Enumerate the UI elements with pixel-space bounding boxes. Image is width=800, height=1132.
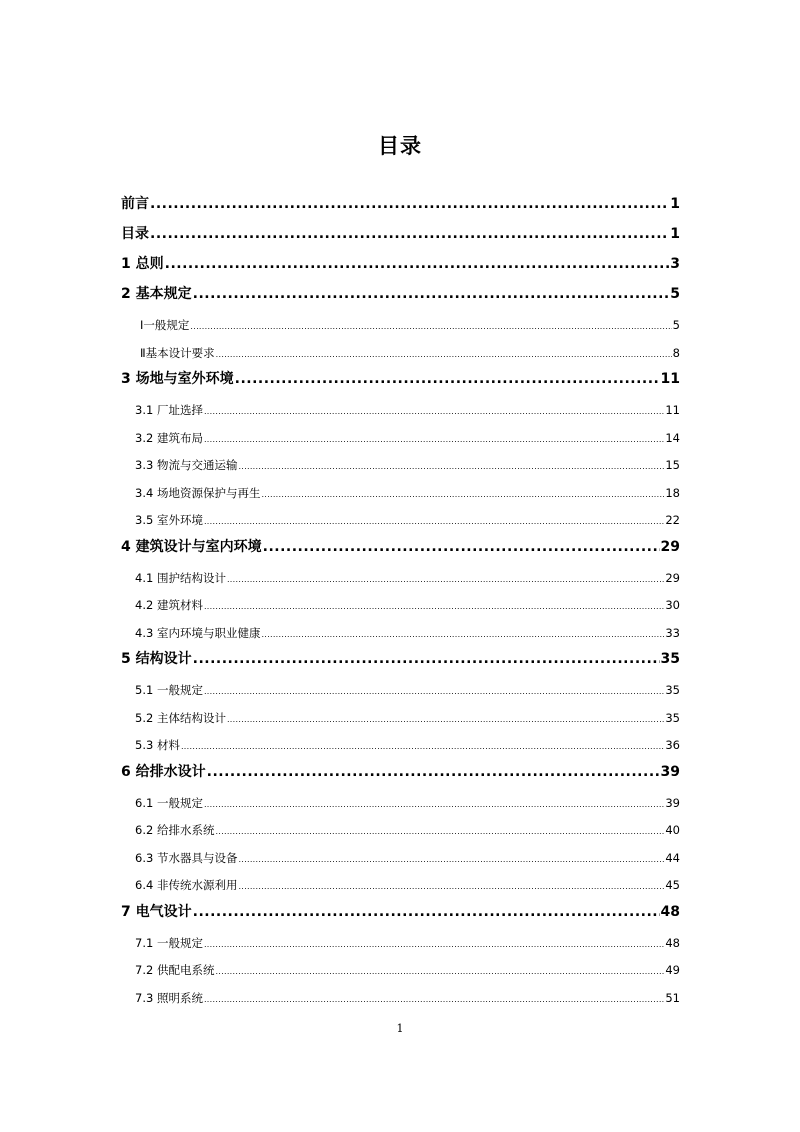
toc-entry-label: 5.2 主体结构设计: [135, 710, 226, 725]
toc-page-number: 51: [665, 990, 680, 1005]
toc-entry-label: 4 建筑设计与室内环境: [121, 538, 262, 555]
toc-dot-leader: [204, 677, 664, 705]
toc-section-entry[interactable]: [121, 677, 680, 705]
toc-section-entry[interactable]: [121, 705, 680, 733]
table-of-contents: [121, 192, 680, 1012]
toc-page-number: 33: [665, 625, 680, 640]
toc-dot-leader: [204, 930, 664, 958]
toc-section-entry[interactable]: [121, 507, 680, 535]
toc-page-number: 35: [665, 683, 680, 697]
toc-dot-leader: [204, 592, 664, 620]
toc-entry-label: 4.1 围护结构设计: [135, 570, 226, 585]
toc-entry-label: 5.3 材料: [135, 738, 180, 752]
toc-entry-label: Ⅰ一般规定: [140, 318, 190, 332]
toc-entry-label: 2 基本规定: [121, 286, 192, 302]
toc-page-number: 1: [670, 196, 680, 212]
toc-page-number: 22: [665, 513, 680, 527]
toc-entry-label: 6.4 非传统水源利用: [135, 878, 238, 892]
toc-dot-leader: [235, 367, 660, 391]
toc-dot-leader: [204, 397, 664, 425]
toc-page-number: 40: [665, 823, 680, 837]
toc-section-entry[interactable]: [121, 452, 680, 480]
toc-chapter-entry[interactable]: [121, 900, 680, 930]
toc-entry-label: 3.1 厂址选择: [135, 403, 203, 417]
toc-page-number: 5: [670, 286, 680, 302]
toc-entry-label: 前言: [121, 196, 149, 212]
toc-title: 目录: [378, 134, 422, 158]
toc-dot-leader: [227, 565, 664, 593]
toc-entry-label: 4.2 建筑材料: [135, 598, 203, 612]
toc-entry-label: Ⅱ基本设计要求: [140, 345, 215, 360]
toc-entry-label: 5 结构设计: [121, 651, 192, 667]
toc-page-number: 29: [665, 570, 680, 585]
toc-chapter-entry[interactable]: [121, 192, 680, 222]
toc-page-number: 5: [672, 318, 680, 332]
toc-dot-leader: [150, 192, 669, 216]
toc-dot-leader: [207, 760, 660, 784]
toc-page-number: 11: [665, 403, 680, 417]
toc-page-number: 48: [660, 903, 680, 920]
toc-dot-leader: [263, 535, 660, 559]
toc-section-entry[interactable]: [121, 480, 680, 508]
toc-chapter-entry[interactable]: [121, 535, 680, 565]
toc-page-number: 39: [665, 795, 680, 810]
toc-chapter-entry[interactable]: [121, 647, 680, 677]
toc-entry-label: 6 给排水设计: [121, 763, 206, 780]
toc-section-entry[interactable]: [121, 565, 680, 593]
toc-page-number: 3: [670, 256, 680, 272]
toc-entry-label: 3.5 室外环境: [135, 513, 203, 527]
toc-chapter-entry[interactable]: [121, 760, 680, 790]
toc-dot-leader: [204, 507, 664, 535]
toc-section-entry[interactable]: [121, 957, 680, 985]
toc-page-number: 36: [665, 738, 680, 752]
toc-dot-leader: [216, 340, 672, 368]
toc-section-entry[interactable]: [121, 592, 680, 620]
toc-dot-leader: [215, 957, 664, 985]
toc-page-number: 11: [660, 371, 680, 387]
toc-page-number: 48: [665, 935, 680, 950]
toc-chapter-entry[interactable]: [121, 367, 680, 397]
toc-entry-label: 5.1 一般规定: [135, 683, 203, 697]
toc-page-number: 8: [672, 345, 680, 360]
toc-page-number: 49: [665, 963, 680, 977]
toc-chapter-entry[interactable]: [121, 252, 680, 282]
toc-section-entry[interactable]: [121, 397, 680, 425]
footer-page-number: 1: [396, 1022, 404, 1035]
toc-entry-label: 7.3 照明系统: [135, 990, 203, 1005]
toc-section-entry[interactable]: [121, 845, 680, 873]
toc-dot-leader: [238, 452, 664, 480]
toc-page-number: 30: [665, 598, 680, 612]
toc-page-number: 39: [660, 763, 680, 780]
toc-entry-label: 3.2 建筑布局: [135, 430, 203, 445]
toc-dot-leader: [204, 790, 664, 818]
toc-entry-label: 6.1 一般规定: [135, 795, 203, 810]
toc-dot-leader: [181, 732, 664, 760]
toc-page-number: 35: [660, 651, 680, 667]
toc-page-number: 1: [670, 226, 680, 242]
toc-dot-leader: [193, 282, 670, 306]
toc-entry-label: 3 场地与室外环境: [121, 371, 234, 387]
toc-dot-leader: [150, 222, 669, 246]
toc-page-number: 35: [665, 710, 680, 725]
toc-section-entry[interactable]: [121, 732, 680, 760]
toc-entry-label: 7 电气设计: [121, 903, 192, 920]
toc-dot-leader: [227, 705, 664, 733]
toc-dot-leader: [215, 817, 664, 845]
toc-chapter-entry[interactable]: [121, 282, 680, 312]
toc-dot-leader: [204, 425, 664, 453]
toc-dot-leader: [238, 872, 664, 900]
toc-section-entry[interactable]: [121, 985, 680, 1013]
toc-section-entry[interactable]: [121, 312, 680, 340]
toc-entry-label: 3.4 场地资源保护与再生: [135, 485, 261, 500]
toc-section-entry[interactable]: [121, 817, 680, 845]
toc-page-number: 18: [665, 485, 680, 500]
toc-entry-label: 7.1 一般规定: [135, 935, 203, 950]
toc-page-number: 44: [665, 850, 680, 865]
toc-entry-label: 4.3 室内环境与职业健康: [135, 625, 261, 640]
toc-section-entry[interactable]: [121, 425, 680, 453]
toc-entry-label: 1 总则: [121, 256, 164, 272]
toc-entry-label: 7.2 供配电系统: [135, 963, 215, 977]
toc-dot-leader: [204, 985, 664, 1013]
toc-section-entry[interactable]: [121, 930, 680, 958]
toc-dot-leader: [165, 252, 670, 276]
toc-dot-leader: [190, 312, 671, 340]
toc-dot-leader: [238, 845, 664, 873]
toc-page-number: 15: [665, 458, 680, 472]
toc-entry-label: 6.2 给排水系统: [135, 823, 215, 837]
toc-section-entry[interactable]: [121, 340, 680, 368]
toc-entry-label: 3.3 物流与交通运输: [135, 458, 238, 472]
toc-section-entry[interactable]: [121, 872, 680, 900]
toc-page-number: 29: [660, 538, 680, 555]
toc-section-entry[interactable]: [121, 620, 680, 648]
toc-section-entry[interactable]: [121, 790, 680, 818]
toc-entry-label: 6.3 节水器具与设备: [135, 850, 238, 865]
toc-page-number: 14: [665, 430, 680, 445]
toc-dot-leader: [193, 647, 660, 671]
toc-entry-label: 目录: [121, 226, 149, 242]
toc-page-number: 45: [665, 878, 680, 892]
toc-dot-leader: [261, 480, 664, 508]
toc-dot-leader: [193, 900, 660, 924]
toc-chapter-entry[interactable]: [121, 222, 680, 252]
toc-dot-leader: [261, 620, 664, 648]
